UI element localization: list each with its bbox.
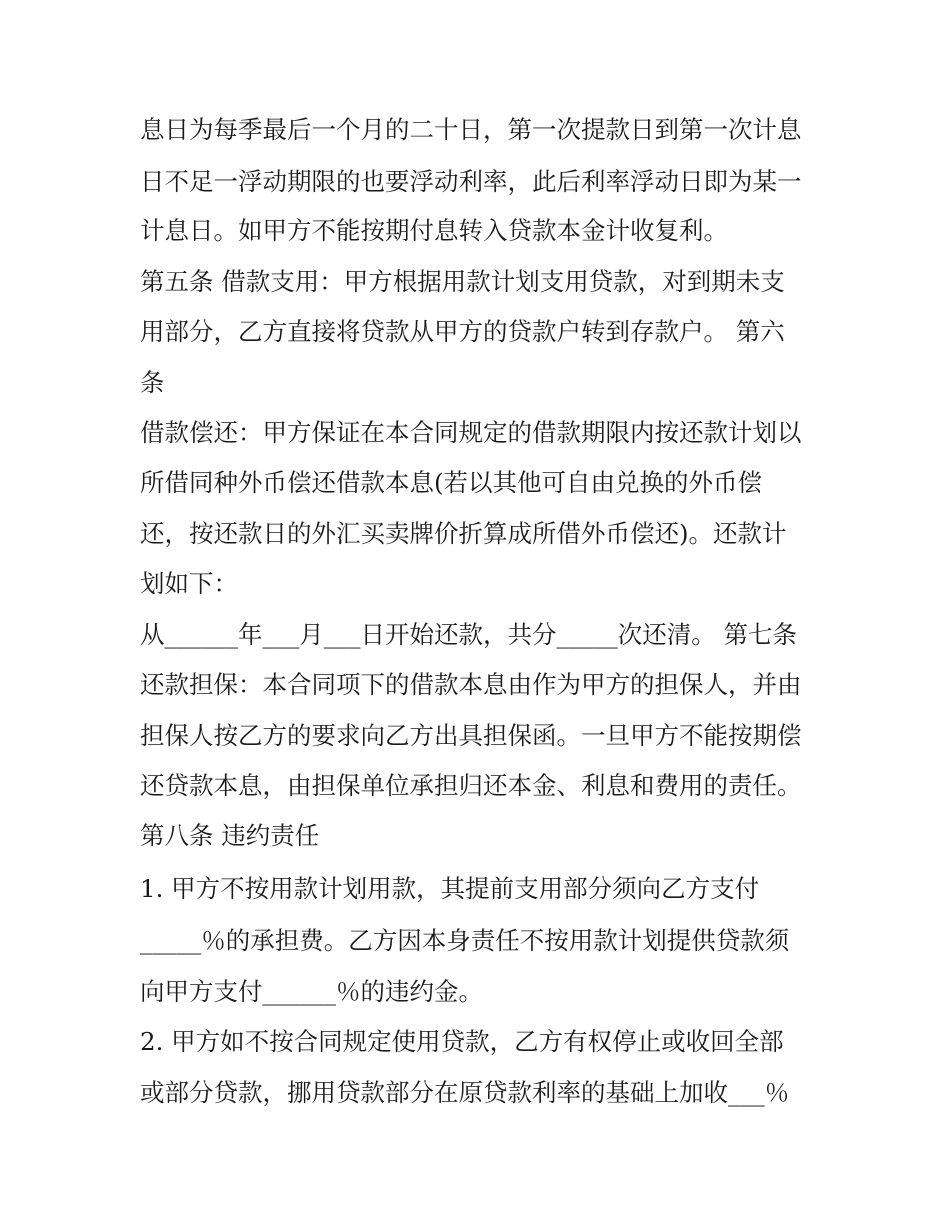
text-line: 还，按还款日的外汇买卖牌价折算成所借外币偿还)。还款计 xyxy=(140,519,787,548)
text-line: 条 xyxy=(140,368,165,397)
text-line: 从______年___月___日开始还款，共分_____次还清。 第七条 xyxy=(140,620,798,649)
text-line: 计息日。如甲方不能按期付息转入贷款本金计收复利。 xyxy=(140,216,728,245)
text-line: 息日为每季最后一个月的二十日，第一次提款日到第一次计息 xyxy=(140,115,802,144)
text-line: 2. 甲方如不按合同规定使用贷款，乙方有权停止或收回全部 xyxy=(140,1027,784,1056)
text-line: 担保人按乙方的要求向乙方出具担保函。一旦甲方不能按期偿 xyxy=(140,721,802,750)
text-line: 用部分，乙方直接将贷款从甲方的贷款户转到存款户。 第六 xyxy=(140,317,785,346)
text-line: 日不足一浮动期限的也要浮动利率，此后利率浮动日即为某一 xyxy=(140,167,802,196)
text-line: 1. 甲方不按用款计划用款，其提前支用部分须向乙方支付 xyxy=(140,874,760,903)
text-line: 划如下： xyxy=(140,569,238,598)
text-line: 所借同种外币偿还借款本息(若以其他可自由兑换的外币偿 xyxy=(140,468,763,497)
text-line: 第八条 违约责任 xyxy=(140,821,320,850)
text-line: 或部分贷款，挪用贷款部分在原贷款利率的基础上加收___％ xyxy=(140,1078,790,1107)
text-line: 还贷款本息，由担保单位承担归还本金、利息和费用的责任。 xyxy=(140,771,802,800)
text-line: 借款偿还：甲方保证在本合同规定的借款期限内按还款计划以 xyxy=(140,418,802,447)
text-line: 第五条 借款支用：甲方根据用款计划支用贷款，对到期未支 xyxy=(140,267,785,296)
text-line: 还款担保：本合同项下的借款本息由作为甲方的担保人，并由 xyxy=(140,670,802,699)
text-line: _____％的承担费。乙方因本身责任不按用款计划提供贷款须 xyxy=(140,926,790,955)
text-line: 向甲方支付______％的违约金。 xyxy=(140,977,483,1006)
